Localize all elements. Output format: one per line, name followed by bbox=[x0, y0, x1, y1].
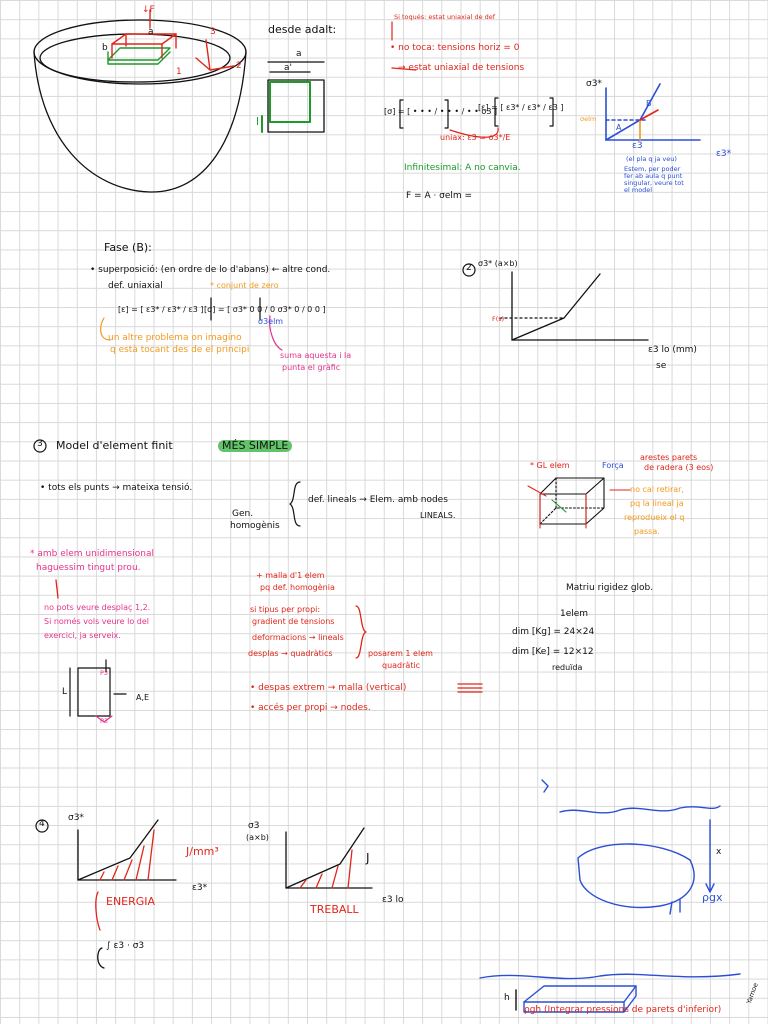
s4-graph2-x: ε3 lo bbox=[382, 895, 404, 905]
fase-title: Fase (B): bbox=[104, 241, 152, 254]
posarem-note-2: quadràtic bbox=[382, 661, 421, 670]
graph1-note1: (el pla q ja veu) bbox=[626, 155, 677, 163]
one-elem-label: 1elem bbox=[560, 609, 589, 619]
no-pots-note-1: no pots veure desplaç 1,2. bbox=[44, 603, 151, 612]
top-view-l: l bbox=[256, 115, 260, 128]
pgh-note: ρgh (Integrar pressions de parets d'inferior) bbox=[524, 1005, 722, 1015]
altre-problema-2: q està tocant des de el principi bbox=[110, 345, 250, 355]
treball-label: TREBALL bbox=[310, 903, 359, 916]
superposicio-note: • superposició: (en ordre de lo d'abans) ← altre cond. bbox=[90, 265, 331, 275]
conjunt-zero-note: * conjunt de zero bbox=[210, 281, 279, 290]
s3-brace bbox=[290, 482, 300, 526]
arestes-note-1: arestes parets bbox=[640, 453, 698, 462]
gl-elem-note: * GL elem bbox=[530, 461, 570, 470]
s4-graph1-y: σ3* bbox=[68, 813, 84, 823]
despas-extrem-note: • despas extrem → malla (vertical) bbox=[250, 683, 407, 693]
s4-graph1-x: ε3* bbox=[192, 883, 208, 893]
sigma-matrix: [σ] = [ • • • / • • • / • • σ3 ] bbox=[384, 107, 498, 116]
altre-problema-1: un altre problema on imagino bbox=[108, 333, 242, 343]
s1-arrows bbox=[392, 22, 498, 137]
infinitesimal-note: Infinitesimal: A no canvia. bbox=[404, 163, 521, 173]
no-cal-note-1: no cal retirar, bbox=[630, 485, 684, 494]
top-view-a: a bbox=[296, 49, 302, 59]
tank-pgx-label: ρgx bbox=[702, 891, 723, 904]
fem-cube bbox=[528, 478, 630, 528]
s3-circle-number: 3 bbox=[37, 439, 43, 449]
dim-ke-formula: dim [Ke] = 12×12 bbox=[512, 647, 594, 657]
no-pots-note-3: exercici, ja serveix. bbox=[44, 631, 121, 640]
deformacions-note: deformacions → lineals bbox=[252, 633, 344, 642]
s4-graph2-y2: (a×b) bbox=[246, 833, 269, 842]
s2-sigma-matrix: [σ] = [ σ3* 0 0 / 0 σ3* 0 / 0 0 ] bbox=[204, 305, 326, 314]
bar-label-ae: A,E bbox=[136, 693, 150, 702]
desplas-note: desplas → quadràtics bbox=[248, 649, 333, 658]
s4-graph2-j: J bbox=[366, 851, 370, 865]
graph1-point-a: A bbox=[616, 123, 622, 132]
top-view-sketch bbox=[262, 62, 324, 132]
graph1-x-label: ε3* bbox=[716, 149, 732, 159]
gradient-note: gradient de tensions bbox=[252, 617, 335, 626]
gen-label: Gen. bbox=[232, 509, 254, 519]
arestes-note-2: de radera (3 eos) bbox=[644, 463, 714, 472]
s4-graph2-y1: σ3 bbox=[248, 821, 260, 831]
graph1-y-label: σ3* bbox=[586, 79, 602, 89]
homogenis-label: homogènis bbox=[230, 521, 280, 531]
note-estat-uniaxial: → estat uniaxial de tensions bbox=[398, 63, 525, 73]
reduida-label: reduïda bbox=[552, 663, 583, 672]
s2-epsilon-matrix: [ε] = [ ε3* / ε3* / ε3 ] bbox=[118, 305, 204, 314]
note-no-toca: • no toca: tensions horiz = 0 bbox=[390, 43, 520, 53]
s2-graph-fs: F(s) bbox=[492, 315, 505, 323]
no-pots-note-2: Si només vols veure lo del bbox=[44, 617, 149, 626]
epsilon-matrix: [ε] = [ ε3* / ε3* / ε3 ] bbox=[478, 103, 564, 112]
uniaxial-formula: uniax: ε3 = σ3*/E bbox=[440, 133, 511, 142]
bowl-sketch bbox=[34, 20, 246, 192]
slab-h-label: h bbox=[504, 993, 510, 1003]
bar-label-l: L bbox=[62, 687, 68, 697]
tots-punts-note: • tots els punts → mateixa tensió. bbox=[40, 483, 193, 493]
bar-label-p-top: P3 bbox=[100, 669, 109, 677]
energia-integral: ∫ ε3 · σ3 bbox=[106, 941, 145, 951]
dim-kg-formula: dim [Kg] = 24×24 bbox=[512, 627, 595, 637]
si-tipus-note: si tipus per propi: bbox=[250, 605, 321, 614]
graph1-point-b: B bbox=[646, 99, 652, 108]
s4-graph-treball bbox=[286, 828, 372, 888]
lineals-label: LINEALS. bbox=[420, 511, 456, 520]
graph1-e3: ε3 bbox=[632, 141, 643, 151]
s3-title: Model d'element finit bbox=[56, 439, 173, 452]
matriu-title: Matriu rigidez glob. bbox=[566, 583, 654, 593]
s2-graph-x-label: ε3 lo (mm) bbox=[648, 345, 697, 355]
axis-label-1: 1 bbox=[176, 67, 182, 77]
bar-element bbox=[70, 660, 126, 722]
no-cal-note-4: passa. bbox=[634, 527, 660, 536]
posarem-note-1: posarem 1 elem bbox=[368, 649, 433, 658]
tank-sketch bbox=[542, 780, 723, 914]
s4-circle-number: 4 bbox=[39, 819, 45, 829]
suma-note-2: punta el gràfic bbox=[282, 363, 341, 372]
bar-label-p-bottom: P3 bbox=[100, 717, 109, 725]
force-label: ↓F bbox=[142, 5, 155, 15]
energia-label: ENERGIA bbox=[106, 895, 156, 908]
def-uniaxial-note: def. uniaxial bbox=[108, 281, 163, 291]
suma-note-1: suma aquesta i la bbox=[280, 351, 352, 360]
tank-x-label: x bbox=[716, 847, 722, 857]
malla-note-1: + malla d'1 elem bbox=[256, 571, 325, 580]
section-circles bbox=[34, 264, 475, 832]
top-view-a-prime: a' bbox=[284, 63, 292, 73]
block-in-bowl bbox=[108, 10, 234, 70]
axis-label-2: 2 bbox=[236, 61, 242, 71]
s2-graph-y-label: σ3* (a×b) bbox=[478, 259, 518, 268]
force-formula: F = A · σelm = bbox=[406, 191, 473, 201]
graph1-note2: Estem, per poder fer ab aula q punt singular, veure tot el model bbox=[624, 165, 684, 195]
s2-graph bbox=[500, 272, 648, 340]
block-label-b: b bbox=[102, 43, 108, 53]
desde-adalt-title: desde adalt: bbox=[268, 23, 337, 36]
s4-graph1-unit: J/mm³ bbox=[186, 845, 219, 858]
graph1-selm: σelm bbox=[580, 115, 597, 123]
malla-note-2: pq def. homogènia bbox=[260, 583, 335, 592]
amb-elem-note-2: haguessim tingut prou. bbox=[36, 563, 141, 573]
s2-circle-number: 2 bbox=[466, 263, 472, 273]
mes-simple-highlight: MÉS SIMPLE bbox=[218, 440, 292, 452]
acces-note: • accés per propi → nodes. bbox=[250, 703, 371, 713]
s2-elem-label: σ3elm bbox=[258, 317, 284, 326]
s2-graph-x-label-2: se bbox=[656, 361, 667, 371]
no-cal-note-2: pq la lineal ja bbox=[630, 499, 684, 508]
amb-elem-note-1: * amb elem unidimensional bbox=[30, 549, 154, 559]
no-cal-note-3: reprodueix el q bbox=[624, 513, 685, 522]
forca-label: Força bbox=[602, 461, 624, 470]
signature-text: Yarnoe bbox=[744, 981, 760, 1005]
note-toques: Si toqués: estat uniaxial de def bbox=[394, 13, 496, 21]
axis-label-3: 3 bbox=[210, 27, 216, 37]
def-lineals-note: def. lineals → Elem. amb nodes bbox=[308, 495, 448, 505]
block-label-a: a bbox=[148, 27, 154, 37]
